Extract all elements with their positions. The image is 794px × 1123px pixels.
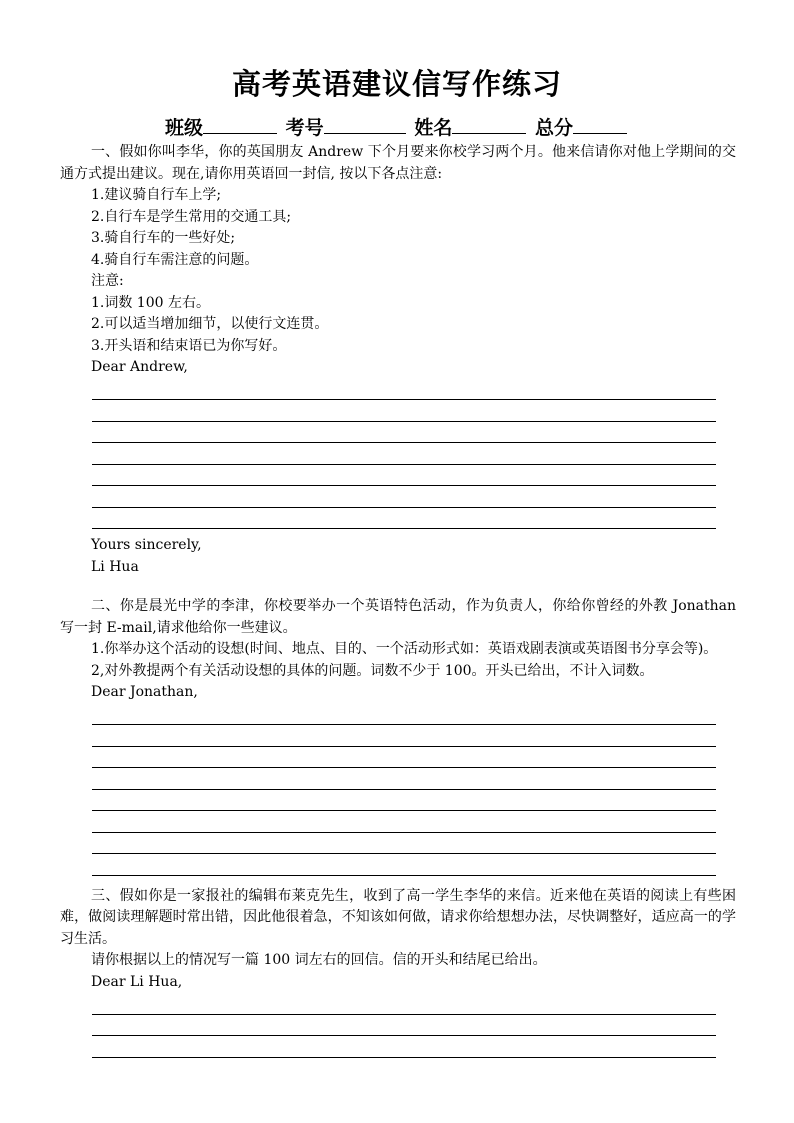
question-3 bbox=[60, 886, 736, 1058]
writing-line[interactable] bbox=[92, 725, 716, 747]
q3-intro: 三、假如你是一家报社的编辑布莱克先生，收到了高一学生李华的来信。近来他在英语的阅读上有些困难，做阅读理解题时常出错，因此他很着急，不知该如何做，请求你给想想办法，尽快调整好，适应高一的学习生活。 bbox=[60, 887, 736, 947]
writing-line[interactable] bbox=[92, 747, 716, 769]
q2-writing-area[interactable] bbox=[92, 704, 716, 876]
q1-point: 4.骑自行车需注意的问题。 bbox=[91, 251, 259, 268]
class-label: 班级 bbox=[165, 117, 204, 139]
page-title: 高考英语建议信写作练习 bbox=[231, 67, 562, 101]
score-label: 总分 bbox=[534, 117, 573, 139]
number-blank[interactable] bbox=[324, 115, 406, 134]
number-label: 考号 bbox=[285, 117, 324, 139]
q1-closing: Yours sincerely, bbox=[91, 537, 202, 553]
q1-note: 3.开头语和结束语已为你写好。 bbox=[91, 337, 287, 354]
q2-point: 1.你举办这个活动的设想(时间、地点、目的、一个活动形式如：英语戏剧表演或英语图书分享会等)。 bbox=[91, 641, 718, 657]
q2-intro: 二、你是晨光中学的李津，你校要举办一个英语特色活动，作为负责人，你给你曾经的外教 Jonathan 写一封 E-mail,请求他给你一些建议。 bbox=[60, 598, 736, 636]
writing-line[interactable] bbox=[92, 704, 716, 726]
writing-line[interactable] bbox=[92, 508, 716, 530]
question-1 bbox=[60, 142, 736, 578]
q1-note: 1.词数 100 左右。 bbox=[91, 294, 210, 311]
writing-line[interactable] bbox=[92, 443, 716, 465]
q1-point: 2.自行车是学生常用的交通工具; bbox=[91, 208, 292, 225]
q3-writing-area[interactable] bbox=[92, 993, 716, 1058]
student-info-line bbox=[0, 113, 794, 140]
q3-instruction: 请你根据以上的情况写一篇 100 词左右的回信。信的开头和结尾已给出。 bbox=[91, 952, 547, 968]
q1-signature: Li Hua bbox=[91, 558, 139, 575]
writing-line[interactable] bbox=[92, 1015, 716, 1037]
writing-line[interactable] bbox=[92, 993, 716, 1015]
writing-line[interactable] bbox=[92, 811, 716, 833]
q1-point: 1.建议骑自行车上学; bbox=[91, 187, 222, 203]
q1-note-label: 注意: bbox=[91, 273, 124, 289]
writing-line[interactable] bbox=[92, 379, 716, 401]
writing-line[interactable] bbox=[92, 854, 716, 876]
q1-greeting: Dear Andrew, bbox=[91, 359, 188, 375]
writing-line[interactable] bbox=[92, 790, 716, 812]
writing-line[interactable] bbox=[92, 422, 716, 444]
writing-line[interactable] bbox=[92, 768, 716, 790]
score-blank[interactable] bbox=[573, 115, 627, 134]
writing-line[interactable] bbox=[92, 833, 716, 855]
writing-line[interactable] bbox=[92, 400, 716, 422]
q1-point: 3.骑自行车的一些好处; bbox=[91, 230, 236, 246]
q1-writing-area[interactable] bbox=[92, 379, 716, 530]
name-blank[interactable] bbox=[452, 115, 526, 134]
q3-greeting: Dear Li Hua, bbox=[91, 973, 183, 990]
writing-line[interactable] bbox=[92, 1036, 716, 1058]
class-blank[interactable] bbox=[203, 115, 277, 134]
exercise-content bbox=[60, 142, 736, 1058]
q2-greeting: Dear Jonathan, bbox=[91, 684, 198, 700]
q2-point: 2,对外教提两个有关活动设想的具体的问题。词数不少于 100。开头已给出，不计入词数。 bbox=[91, 662, 654, 679]
writing-line[interactable] bbox=[92, 486, 716, 508]
name-label: 姓名 bbox=[414, 117, 453, 139]
writing-line[interactable] bbox=[92, 465, 716, 487]
q1-note: 2.可以适当增加细节，以使行文连贯。 bbox=[91, 316, 329, 332]
question-2 bbox=[60, 596, 736, 876]
q1-intro: 一、假如你叫李华，你的英国朋友 Andrew 下个月要来你校学习两个月。他来信请你对他上学期间的交通方式提出建议。现在,请你用英语回一封信, 按以下各点注意: bbox=[60, 144, 736, 182]
